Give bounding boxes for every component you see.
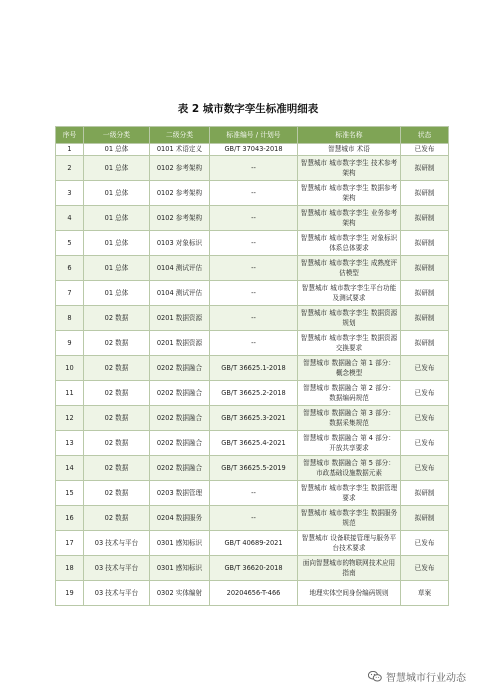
table-row xyxy=(56,281,449,306)
cell-cat1: 02 数据 xyxy=(84,356,150,381)
cell-code: GB/T 36625.2-2018 xyxy=(210,381,298,406)
col-header-no: 序号 xyxy=(56,127,84,144)
cell-name: 智慧城市 数据融合 第 2 部分：数据编码规范 xyxy=(298,381,401,406)
cell-no: 6 xyxy=(56,256,84,281)
cell-code: -- xyxy=(210,481,298,506)
table-title: 表 2 城市数字孪生标准明细表 xyxy=(177,103,319,115)
table-row xyxy=(56,181,449,206)
cell-no: 13 xyxy=(56,431,84,456)
cell-status: 已发布 xyxy=(401,456,449,481)
cell-code: -- xyxy=(210,331,298,356)
cell-status: 已发布 xyxy=(401,431,449,456)
table-row xyxy=(56,481,449,506)
cell-name: 智慧城市 城市数字孪生 业务参考架构 xyxy=(298,206,401,231)
cell-name: 智慧城市 城市数字孪生 数据管理要求 xyxy=(298,481,401,506)
table-row xyxy=(56,306,449,331)
col-header-cat2: 二级分类 xyxy=(150,127,210,144)
cell-no: 14 xyxy=(56,456,84,481)
cell-code: GB/T 37043-2018 xyxy=(210,144,298,156)
table-header-row xyxy=(56,127,449,144)
cell-status: 拟研制 xyxy=(401,481,449,506)
footer-text: 智慧城市行业动态 xyxy=(386,673,466,684)
cell-status: 拟研制 xyxy=(401,256,449,281)
cell-name: 智慧城市 城市数字孪生 技术参考架构 xyxy=(298,156,401,181)
cell-no: 1 xyxy=(56,144,84,156)
col-header-code: 标准编号 / 计划号 xyxy=(210,127,298,144)
cell-name: 智慧城市 城市数字孪生 成熟度评估模型 xyxy=(298,256,401,281)
cell-cat2: 0104 测试评估 xyxy=(150,256,210,281)
table-row xyxy=(56,581,449,606)
cell-no: 8 xyxy=(56,306,84,331)
cell-cat1: 01 总体 xyxy=(84,144,150,156)
table-row xyxy=(56,144,449,156)
cell-code: -- xyxy=(210,206,298,231)
cell-name: 智慧城市 城市数字孪生 数据服务规范 xyxy=(298,506,401,531)
cell-status: 已发布 xyxy=(401,556,449,581)
table-row xyxy=(56,156,449,181)
cell-no: 9 xyxy=(56,331,84,356)
cell-cat2: 0202 数据融合 xyxy=(150,456,210,481)
cell-no: 5 xyxy=(56,231,84,256)
cell-name: 面向智慧城市的物联网技术应用指南 xyxy=(298,556,401,581)
cell-status: 已发布 xyxy=(401,381,449,406)
cell-name: 智慧城市 数据融合 第 1 部分：概念模型 xyxy=(298,356,401,381)
cell-code: GB/T 36625.4-2021 xyxy=(210,431,298,456)
cell-code: GB/T 36625.1-2018 xyxy=(210,356,298,381)
cell-no: 18 xyxy=(56,556,84,581)
cell-name: 智慧城市 城市数字孪生 数据资源交换要求 xyxy=(298,331,401,356)
cell-no: 16 xyxy=(56,506,84,531)
cell-cat1: 02 数据 xyxy=(84,431,150,456)
cell-code: -- xyxy=(210,281,298,306)
cell-cat1: 02 数据 xyxy=(84,481,150,506)
cell-no: 12 xyxy=(56,406,84,431)
cell-cat1: 02 数据 xyxy=(84,306,150,331)
cell-name: 智慧城市 城市数字孪生 数据资源规划 xyxy=(298,306,401,331)
cell-code: GB/T 36620-2018 xyxy=(210,556,298,581)
cell-cat1: 01 总体 xyxy=(84,281,150,306)
wechat-icon xyxy=(368,671,382,682)
cell-no: 17 xyxy=(56,531,84,556)
cell-cat2: 0202 数据融合 xyxy=(150,431,210,456)
cell-no: 19 xyxy=(56,581,84,606)
cell-name: 智慧城市 设备联接管理与服务平台技术要求 xyxy=(298,531,401,556)
cell-no: 10 xyxy=(56,356,84,381)
cell-no: 7 xyxy=(56,281,84,306)
cell-cat1: 01 总体 xyxy=(84,181,150,206)
cell-cat2: 0204 数据服务 xyxy=(150,506,210,531)
cell-status: 拟研制 xyxy=(401,206,449,231)
table-row xyxy=(56,256,449,281)
cell-cat2: 0102 参考架构 xyxy=(150,181,210,206)
cell-name: 智慧城市 城市数字孪生 对象标识体系总体要求 xyxy=(298,231,401,256)
cell-status: 拟研制 xyxy=(401,156,449,181)
cell-cat1: 01 总体 xyxy=(84,156,150,181)
cell-cat1: 02 数据 xyxy=(84,456,150,481)
table-row xyxy=(56,381,449,406)
cell-code: -- xyxy=(210,231,298,256)
cell-cat2: 0201 数据资源 xyxy=(150,306,210,331)
cell-cat1: 02 数据 xyxy=(84,406,150,431)
table-row xyxy=(56,531,449,556)
cell-cat2: 0301 感知标识 xyxy=(150,556,210,581)
cell-code: GB/T 36625.5-2019 xyxy=(210,456,298,481)
cell-cat2: 0102 参考架构 xyxy=(150,156,210,181)
cell-no: 2 xyxy=(56,156,84,181)
col-header-status: 状态 xyxy=(401,127,449,144)
cell-code: 20204656-T-466 xyxy=(210,581,298,606)
cell-status: 已发布 xyxy=(401,356,449,381)
cell-name: 智慧城市 数据融合 第 4 部分：开放共享要求 xyxy=(298,431,401,456)
table-row xyxy=(56,206,449,231)
cell-name: 智慧城市 城市数字孪生 数据参考架构 xyxy=(298,181,401,206)
table-row xyxy=(56,556,449,581)
col-header-name: 标准名称 xyxy=(298,127,401,144)
cell-status: 拟研制 xyxy=(401,506,449,531)
cell-cat1: 01 总体 xyxy=(84,231,150,256)
table-row xyxy=(56,406,449,431)
standards-table xyxy=(55,126,449,606)
table-row xyxy=(56,431,449,456)
cell-cat1: 02 数据 xyxy=(84,381,150,406)
cell-code: -- xyxy=(210,181,298,206)
cell-status: 拟研制 xyxy=(401,181,449,206)
cell-name: 智慧城市 数据融合 第 5 部分：市政基础设施数据元素 xyxy=(298,456,401,481)
cell-code: -- xyxy=(210,506,298,531)
cell-name: 智慧城市 术语 xyxy=(298,144,401,156)
cell-status: 拟研制 xyxy=(401,281,449,306)
cell-cat2: 0103 对象标识 xyxy=(150,231,210,256)
cell-cat2: 0202 数据融合 xyxy=(150,381,210,406)
cell-code: -- xyxy=(210,306,298,331)
footer-watermark xyxy=(368,669,466,684)
cell-cat2: 0101 术语定义 xyxy=(150,144,210,156)
cell-cat2: 0302 实体编射 xyxy=(150,581,210,606)
cell-cat1: 03 技术与平台 xyxy=(84,581,150,606)
table-row xyxy=(56,356,449,381)
cell-status: 草案 xyxy=(401,581,449,606)
cell-status: 已发布 xyxy=(401,144,449,156)
cell-name: 智慧城市 数据融合 第 3 部分：数据采集规范 xyxy=(298,406,401,431)
cell-cat2: 0202 数据融合 xyxy=(150,406,210,431)
cell-cat1: 03 技术与平台 xyxy=(84,556,150,581)
cell-cat1: 03 技术与平台 xyxy=(84,531,150,556)
cell-status: 已发布 xyxy=(401,406,449,431)
table-row xyxy=(56,506,449,531)
cell-name: 智慧城市 城市数字孪生平台功能及测试要求 xyxy=(298,281,401,306)
cell-code: GB/T 36625.3-2021 xyxy=(210,406,298,431)
cell-status: 已发布 xyxy=(401,531,449,556)
cell-cat1: 02 数据 xyxy=(84,506,150,531)
cell-cat1: 01 总体 xyxy=(84,206,150,231)
cell-code: GB/T 40689-2021 xyxy=(210,531,298,556)
table-row xyxy=(56,331,449,356)
cell-no: 4 xyxy=(56,206,84,231)
cell-cat2: 0202 数据融合 xyxy=(150,356,210,381)
cell-cat1: 01 总体 xyxy=(84,256,150,281)
cell-status: 拟研制 xyxy=(401,306,449,331)
cell-cat2: 0201 数据资源 xyxy=(150,331,210,356)
cell-cat2: 0104 测试评估 xyxy=(150,281,210,306)
cell-name: 地理实体空间身份编码规则 xyxy=(298,581,401,606)
col-header-cat1: 一级分类 xyxy=(84,127,150,144)
cell-no: 3 xyxy=(56,181,84,206)
cell-status: 拟研制 xyxy=(401,231,449,256)
table-row xyxy=(56,456,449,481)
cell-code: -- xyxy=(210,256,298,281)
cell-cat1: 02 数据 xyxy=(84,331,150,356)
cell-no: 11 xyxy=(56,381,84,406)
cell-cat2: 0203 数据管理 xyxy=(150,481,210,506)
cell-cat2: 0301 感知标识 xyxy=(150,531,210,556)
cell-no: 15 xyxy=(56,481,84,506)
table-row xyxy=(56,231,449,256)
cell-code: -- xyxy=(210,156,298,181)
cell-cat2: 0102 参考架构 xyxy=(150,206,210,231)
cell-status: 拟研制 xyxy=(401,331,449,356)
